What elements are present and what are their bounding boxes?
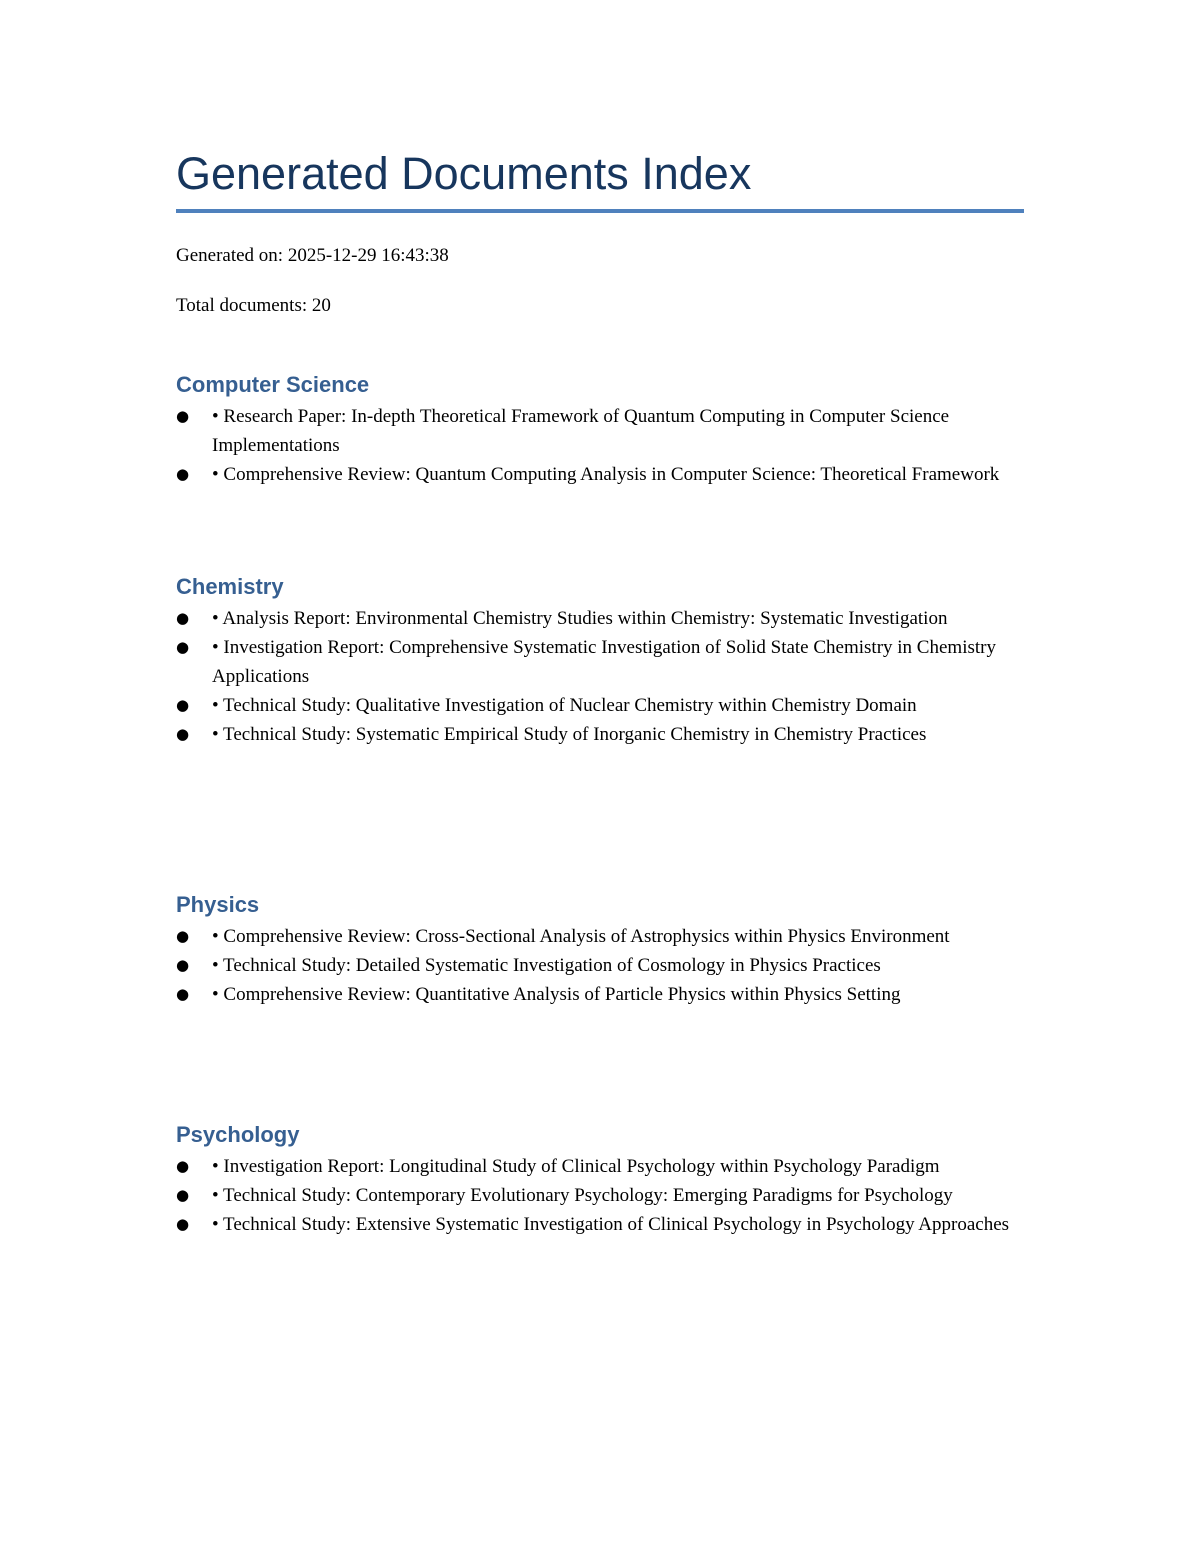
document-entry: • Comprehensive Review: Quantitative Analysis of Particle Physics within Physics Setting (212, 984, 901, 1005)
list-item (176, 604, 1024, 633)
bullet-icon: ● (176, 725, 190, 743)
document-entry: • Analysis Report: Environmental Chemistry Studies within Chemistry: Systematic Investigation (212, 608, 948, 629)
list-item (176, 402, 1024, 460)
bullet-icon: ● (176, 696, 190, 714)
bullet-icon: ● (176, 465, 190, 483)
bullet-icon: ● (176, 1215, 190, 1233)
bullet-icon: ● (176, 638, 190, 656)
list-item (176, 951, 1024, 980)
section-psychology (176, 1120, 1024, 1239)
section-physics (176, 890, 1024, 1009)
document-list (176, 1152, 1024, 1239)
document-entry: • Investigation Report: Comprehensive Systematic Investigation of Solid State Chemistry in Chemistry Applications (212, 637, 996, 687)
section-heading: Chemistry (176, 574, 284, 599)
list-item (176, 633, 1024, 691)
section-chemistry (176, 572, 1024, 749)
document-entry: • Technical Study: Qualitative Investigation of Nuclear Chemistry within Chemistry Domain (212, 695, 917, 716)
document-entry: • Technical Study: Extensive Systematic Investigation of Clinical Psychology in Psychology Approaches (212, 1214, 1010, 1235)
document-entry: • Investigation Report: Longitudinal Study of Clinical Psychology within Psychology Paradigm (212, 1156, 940, 1177)
document-entry: • Technical Study: Detailed Systematic Investigation of Cosmology in Physics Practices (212, 955, 881, 976)
document-entry: • Research Paper: In-depth Theoretical Framework of Quantum Computing in Computer Science Implementations (212, 406, 950, 456)
title-underline (176, 209, 1024, 213)
document-entry: • Comprehensive Review: Cross-Sectional Analysis of Astrophysics within Physics Environment (212, 926, 950, 947)
document-list (176, 402, 1024, 489)
page-title: Generated Documents Index (176, 148, 752, 199)
generated-on-text: Generated on: 2025-12-29 16:43:38 (176, 245, 449, 266)
bullet-icon: ● (176, 609, 190, 627)
bullet-icon: ● (176, 927, 190, 945)
document-list (176, 922, 1024, 1009)
list-item (176, 980, 1024, 1009)
bullet-icon: ● (176, 956, 190, 974)
bullet-icon: ● (176, 1186, 190, 1204)
section-heading: Computer Science (176, 372, 370, 397)
bullet-icon: ● (176, 407, 190, 425)
bullet-icon: ● (176, 1157, 190, 1175)
bullet-icon: ● (176, 985, 190, 1003)
list-item (176, 720, 1024, 749)
list-item (176, 1181, 1024, 1210)
list-item (176, 1152, 1024, 1181)
section-heading: Physics (176, 892, 260, 917)
section-heading: Psychology (176, 1122, 300, 1147)
document-entry: • Technical Study: Contemporary Evolutionary Psychology: Emerging Paradigms for Psychology (212, 1185, 953, 1206)
total-documents-text: Total documents: 20 (176, 295, 331, 316)
document-list (176, 604, 1024, 749)
document-entry: • Comprehensive Review: Quantum Computing Analysis in Computer Science: Theoretical Framework (212, 464, 1000, 485)
section-computer-science (176, 370, 1024, 489)
list-item (176, 1210, 1024, 1239)
list-item (176, 691, 1024, 720)
list-item (176, 460, 1024, 489)
list-item (176, 922, 1024, 951)
document-entry: • Technical Study: Systematic Empirical Study of Inorganic Chemistry in Chemistry Practices (212, 724, 927, 745)
